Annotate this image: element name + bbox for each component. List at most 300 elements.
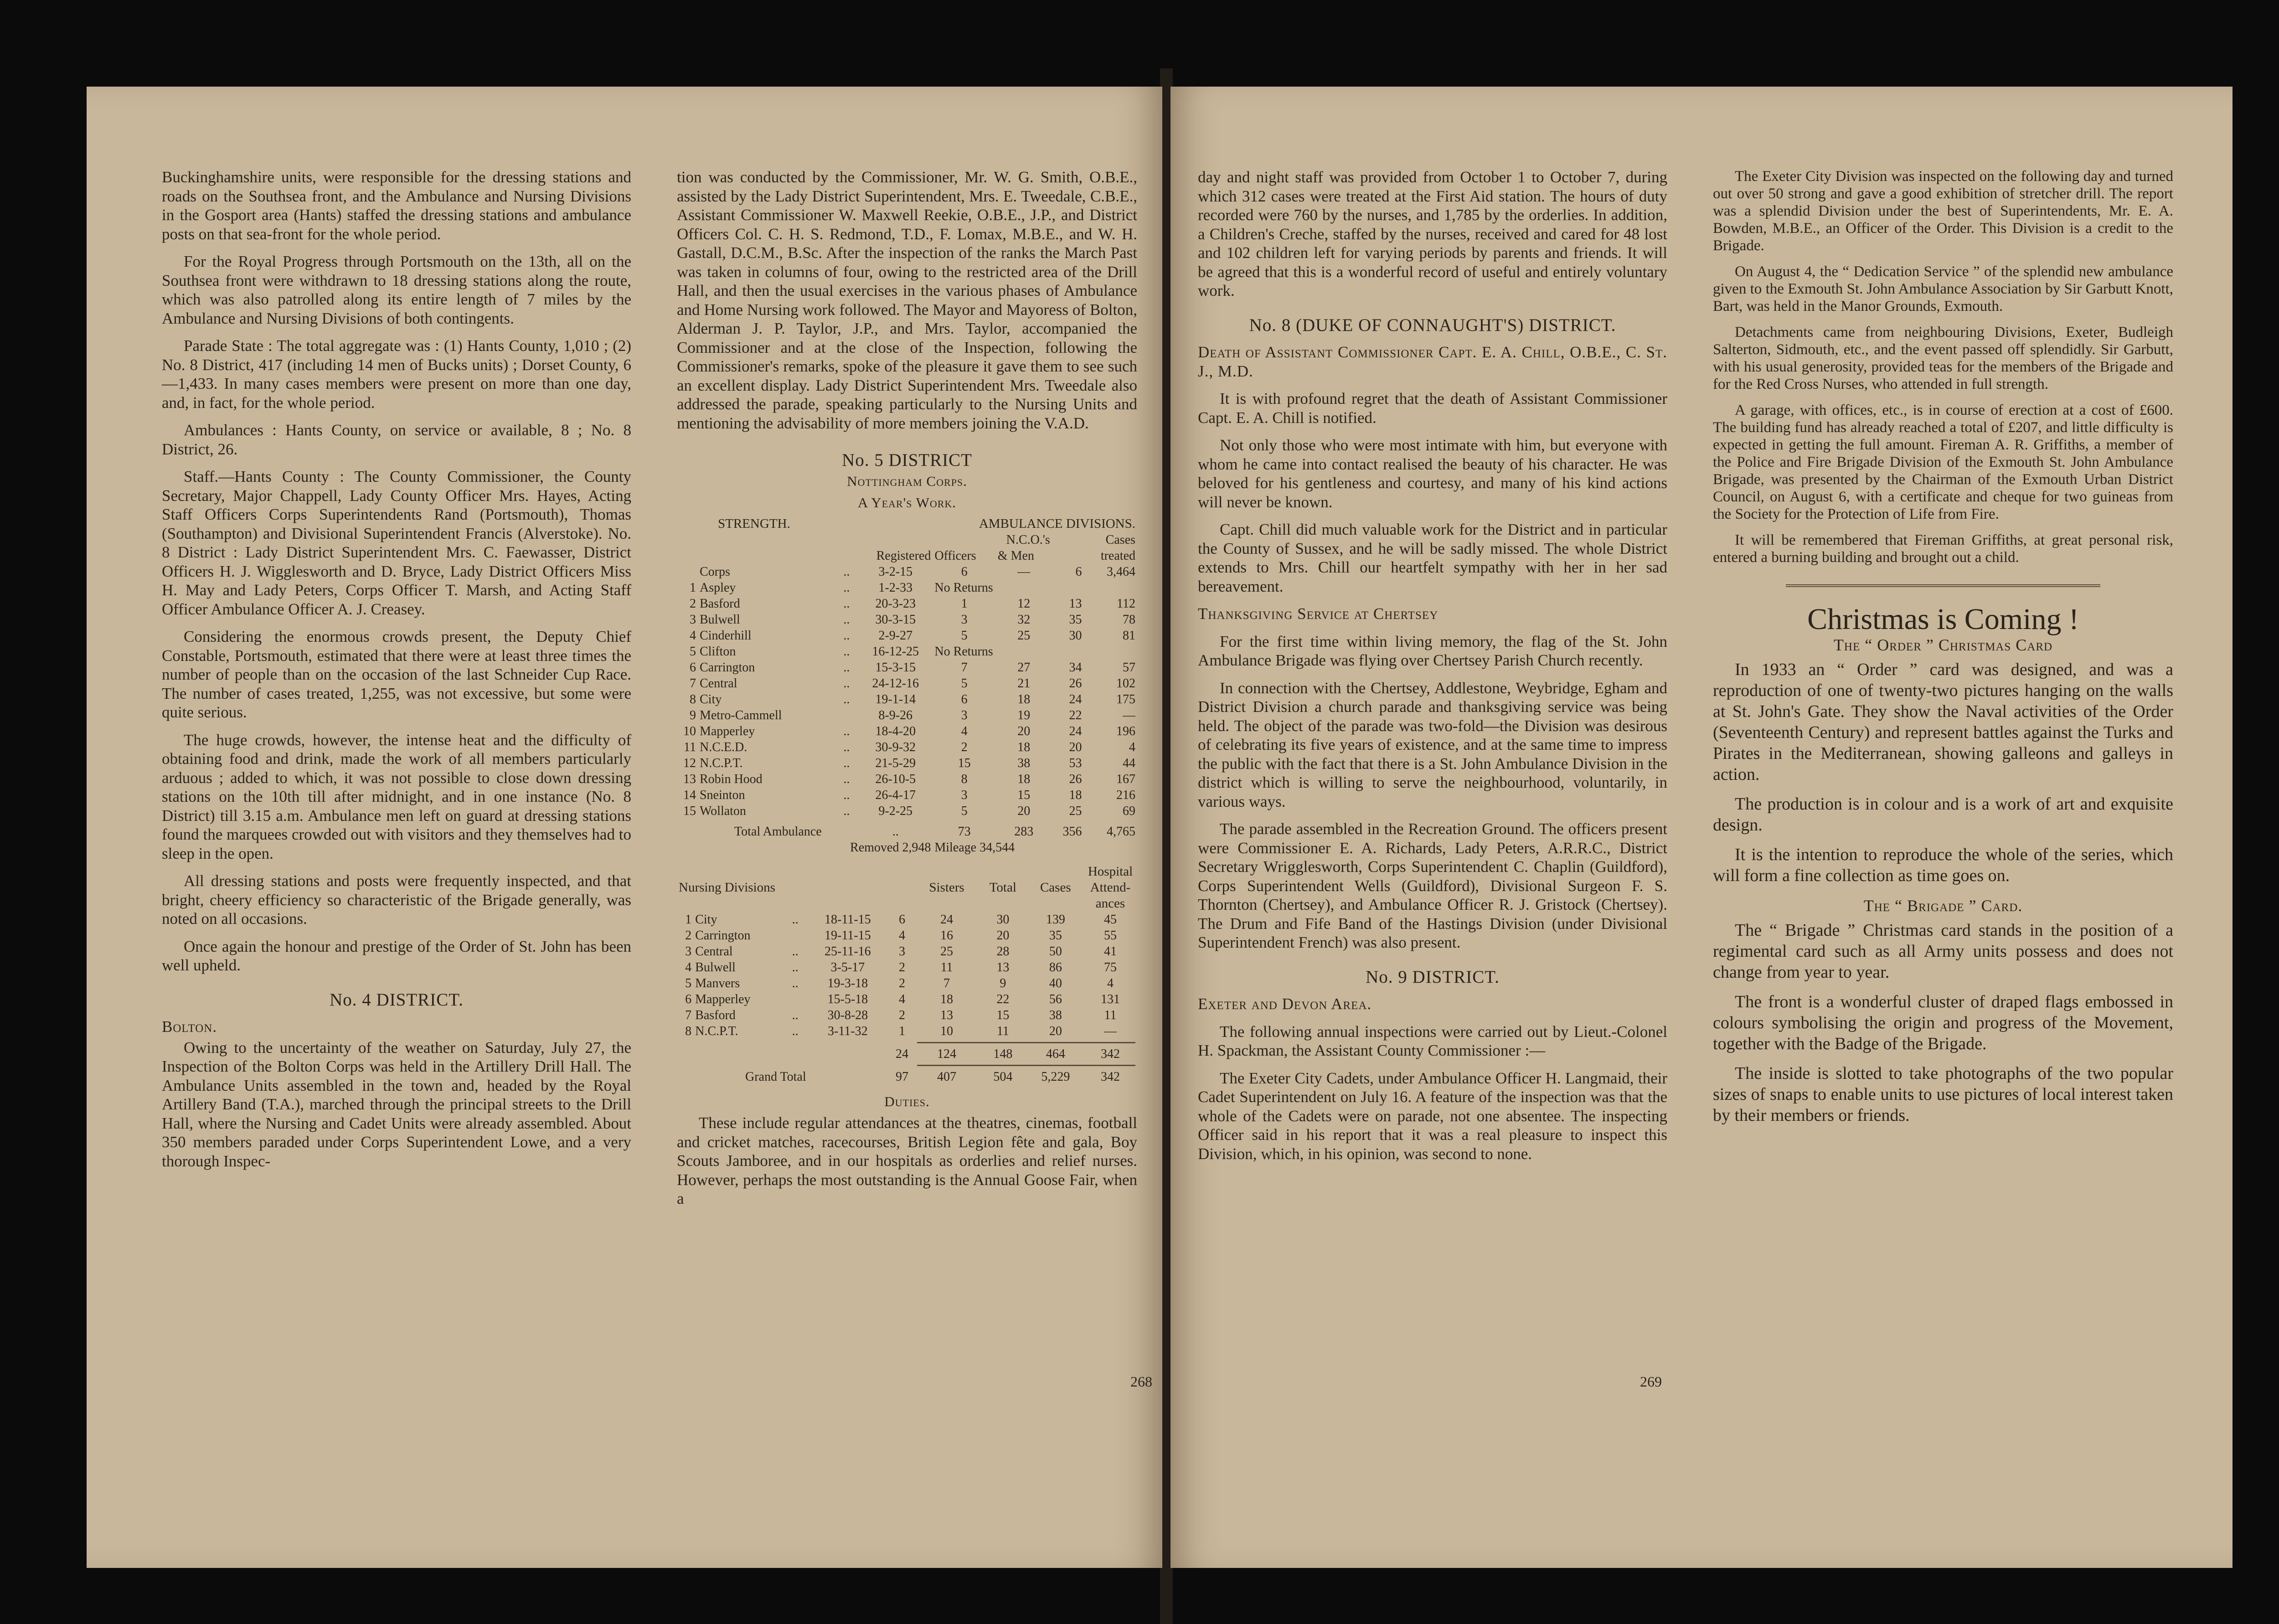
cell: 26-4-17 xyxy=(875,788,916,802)
cell: 78 xyxy=(1123,612,1135,627)
table-row xyxy=(677,691,1137,707)
cell: 35 xyxy=(1049,928,1062,943)
cell: 4 xyxy=(898,992,905,1006)
divisions-header: AMBULANCE DIVISIONS. xyxy=(979,516,1135,531)
table-row xyxy=(677,612,1137,628)
cell: 26-10-5 xyxy=(875,772,916,786)
cell: 3 xyxy=(961,612,968,627)
cell: 5 xyxy=(961,676,968,691)
right-column-1 xyxy=(1198,168,1667,1172)
cell: 3 xyxy=(961,708,968,722)
cell: 20 xyxy=(1069,740,1082,754)
paragraph: The Exeter City Division was inspected on the following day and turned out over 50 strong and gave a good exhibition of stretcher drill. The report was a splendid Division under the best of Superintendents, Mr. E. A. Bowden, M.B.E., an Officer of the Order. This Division is a credit to the Brigade. xyxy=(1713,168,2173,254)
cell: .. xyxy=(843,580,850,595)
officers-header: Officers xyxy=(934,548,976,563)
registered-header: Registered xyxy=(876,548,931,563)
cell: N.C.P.T. xyxy=(699,756,743,770)
cell: 2 xyxy=(689,596,696,611)
hospital-header: Hospital Attend-ances xyxy=(1088,864,1133,911)
cell: 7 xyxy=(689,676,696,691)
subtotal-row xyxy=(677,1046,1137,1062)
district-8-heading: No. 8 (DUKE OF CONNAUGHT'S) DISTRICT. xyxy=(1249,315,1616,335)
year-work-heading: A Year's Work. xyxy=(857,495,957,510)
cell: Basford xyxy=(699,596,740,611)
table-row xyxy=(677,660,1137,675)
table-row xyxy=(677,991,1137,1007)
cell: .. xyxy=(792,912,799,927)
cell: 24-12-16 xyxy=(872,676,919,691)
cell: — xyxy=(1017,564,1031,579)
cell: 56 xyxy=(1049,992,1062,1006)
cell: 19-11-15 xyxy=(825,928,871,943)
cell: 20-3-23 xyxy=(875,596,916,611)
cell: 26 xyxy=(1069,676,1082,691)
cell: 18 xyxy=(940,992,954,1006)
cell: 216 xyxy=(1116,788,1135,802)
cell: 5,229 xyxy=(1041,1069,1070,1084)
cell: .. xyxy=(892,824,899,839)
cell: 3-2-15 xyxy=(878,564,913,579)
paragraph: It is with profound regret that the death of Assistant Commissioner Capt. E. A. Chill is notified. xyxy=(1198,390,1667,427)
table-row xyxy=(677,564,1137,580)
cell: 32 xyxy=(1017,612,1031,627)
cell: Clifton xyxy=(699,644,736,659)
cell: N.C.P.T. xyxy=(695,1024,738,1038)
cell: 3 xyxy=(898,944,905,959)
cell: 22 xyxy=(1069,708,1082,722)
cell: 40 xyxy=(1049,976,1062,990)
men-header: & Men xyxy=(997,548,1034,563)
cell: 45 xyxy=(1104,912,1117,927)
thanksgiving-heading: Thanksgiving Service at Chertsey xyxy=(1198,605,1439,623)
table-row xyxy=(677,755,1137,771)
cell: .. xyxy=(843,644,850,659)
total-row xyxy=(677,824,1137,840)
mileage-text: Mileage 34,544 xyxy=(934,840,1015,855)
cell: Central xyxy=(699,676,737,691)
cell: 20 xyxy=(996,928,1010,943)
paragraph: A garage, with offices, etc., is in course of erection at a cost of £600. The building fund has already reached a total of £207, and little difficulty is expected in getting the full amount. Fireman A. R. Griffiths, a member of the Police and Fire Brigade Division of the Exmouth St. John Ambulance Brigade, was presented by the Chairman of the Exmouth Urban District Council, on August 6, with a certificate and cheque for two guineas from the Society for the Protection of Life from Fire. xyxy=(1713,402,2173,522)
cell: 16 xyxy=(940,928,954,943)
cell: — xyxy=(1104,1024,1117,1038)
cell: 9 xyxy=(689,708,696,722)
cell: 10 xyxy=(940,1024,954,1038)
cell: 167 xyxy=(1116,772,1135,786)
cell: 25 xyxy=(940,944,954,959)
cell: 6 xyxy=(685,992,692,1006)
table-row xyxy=(677,912,1137,928)
cell: 15-5-18 xyxy=(827,992,868,1006)
cell: 18-4-20 xyxy=(875,724,916,738)
cell xyxy=(841,707,858,723)
cell: 30 xyxy=(996,912,1010,927)
cell: 8 xyxy=(961,772,968,786)
cell: 6 xyxy=(689,660,696,675)
cell xyxy=(790,991,807,1007)
paragraph: For the Royal Progress through Portsmouth on the 13th, all on the Southsea front were withdrawn to 18 dressing stations along the route, which was also patrolled along its entire length of 7 miles by the Ambulance and Nursing Divisions of both contingents. xyxy=(162,253,631,327)
cell: 102 xyxy=(1116,676,1135,691)
cell: 73 xyxy=(958,824,971,839)
cell: 16-12-25 xyxy=(872,644,919,659)
cell: Bulwell xyxy=(699,612,740,627)
cell: .. xyxy=(792,1008,799,1022)
cell: 1 xyxy=(961,596,968,611)
table-row xyxy=(677,596,1137,612)
cell: Basford xyxy=(695,1008,736,1022)
cell: .. xyxy=(792,960,799,974)
cell: 7 xyxy=(944,976,950,990)
bolton-heading: Bolton. xyxy=(162,1018,217,1036)
cell: 4 xyxy=(898,928,905,943)
cell: .. xyxy=(843,676,850,691)
page-number: 268 xyxy=(1130,1373,1152,1390)
nursing-divisions-header: Nursing Divisions xyxy=(679,880,775,895)
cell: 5 xyxy=(689,644,696,659)
cell: 3-5-17 xyxy=(830,960,865,974)
cell: 139 xyxy=(1046,912,1065,927)
cell: 283 xyxy=(1014,824,1034,839)
cell: 50 xyxy=(1049,944,1062,959)
nco-header: N.C.O.'s xyxy=(1006,532,1050,547)
paragraph: day and night staff was provided from October 1 to October 7, during which 312 cases were treated at the First Aid station. The hours of duty recorded were 760 by the nurses, and 1,785 by the orderlies. In addition, a Children's Creche, staffed by the nurses, received and cared for 48 lost and 102 children left for varying periods by parents and friends. It will be agreed that this is a wonderful record of useful and entirely voluntary work. xyxy=(1198,168,1667,299)
cell: 15 xyxy=(996,1008,1010,1022)
cell: 97 xyxy=(895,1069,908,1084)
cell: 24 xyxy=(1069,692,1082,706)
cell: Mapperley xyxy=(695,992,751,1006)
total-label: Total Ambulance xyxy=(734,824,822,839)
cell: — xyxy=(1123,708,1135,722)
cell: 30 xyxy=(1069,628,1082,643)
district-5-heading: No. 5 DISTRICT xyxy=(842,450,972,470)
cell: Sneinton xyxy=(699,788,745,802)
table-row xyxy=(677,739,1137,755)
cell: Wollaton xyxy=(699,804,746,818)
cell: Cinderhill xyxy=(699,628,752,643)
paragraph: The “ Brigade ” Christmas card stands in the position of a regimental card such as all Army units possess and does not change from year to year. xyxy=(1713,921,2173,982)
cell: Carrington xyxy=(699,660,755,675)
cell: 30-9-32 xyxy=(875,740,916,754)
cell: 25-11-16 xyxy=(825,944,871,959)
cell: 24 xyxy=(895,1047,908,1061)
brigade-card-heading: The “ Brigade ” Card. xyxy=(1863,897,2023,915)
district-4-heading: No. 4 DISTRICT. xyxy=(330,990,464,1010)
cell: 5 xyxy=(961,628,968,643)
paragraph: The production is in colour and is a work of art and exquisite design. xyxy=(1713,794,2173,835)
cell: 27 xyxy=(1017,660,1031,675)
cell: 38 xyxy=(1049,1008,1062,1022)
cell: 26 xyxy=(1069,772,1082,786)
cell: 6 xyxy=(961,564,968,579)
paragraph: It is the intention to reproduce the whole of the series, which will form a fine collection as time goes on. xyxy=(1713,845,2173,885)
cell: 30-8-28 xyxy=(827,1008,868,1022)
paragraph: Considering the enormous crowds present, the Deputy Chief Constable, Portsmouth, estimated that there were at least three times the number of people than on the occasion of the last Schneider Cup Race. The number of cases treated, 1,255, was not excessive, but some were quite serious. xyxy=(162,628,631,721)
cell: 3-11-32 xyxy=(828,1024,868,1038)
cases-header: Cases xyxy=(1105,532,1135,547)
cell: 1-2-33 xyxy=(878,580,913,595)
cell: 12 xyxy=(1017,596,1031,611)
cell xyxy=(790,928,807,943)
cell: 1 xyxy=(685,912,692,927)
district-9-heading: No. 9 DISTRICT. xyxy=(1366,967,1500,987)
cell: 11 xyxy=(940,960,953,974)
cell: 14 xyxy=(683,788,696,802)
cell: 4 xyxy=(1129,740,1135,754)
left-column-1 xyxy=(162,168,631,1179)
cell: 196 xyxy=(1116,724,1135,738)
cell: 22 xyxy=(996,992,1010,1006)
cell: 4,765 xyxy=(1107,824,1135,839)
left-page xyxy=(87,87,1162,1568)
cell: 35 xyxy=(1069,612,1082,627)
right-column-2 xyxy=(1713,168,2173,1134)
cell: Manvers xyxy=(695,976,740,990)
cell: .. xyxy=(843,756,850,770)
cell: 2 xyxy=(961,740,968,754)
cell: 41 xyxy=(1104,944,1117,959)
cell: 112 xyxy=(1117,596,1135,611)
grand-total-row xyxy=(677,1069,1137,1085)
paragraph: Capt. Chill did much valuable work for the District and in particular the County of Sussex, and he will be sadly missed. The whole District extends to Mrs. Chill our heartfelt sympathy with her in her sad bereavement. xyxy=(1198,521,1667,595)
cell: 15 xyxy=(683,804,696,818)
paragraph: For the first time within living memory, the flag of the St. John Ambulance Brigade was flying over Chertsey Parish Church recently. xyxy=(1198,632,1667,669)
cell: 2 xyxy=(898,1008,905,1022)
cell: 356 xyxy=(1062,824,1082,839)
cell: 9 xyxy=(1000,976,1006,990)
table-row xyxy=(677,644,1137,660)
cell: 10 xyxy=(683,724,696,738)
cell: .. xyxy=(843,596,850,611)
cell: 5 xyxy=(961,804,968,818)
cell: 18 xyxy=(1069,788,1082,802)
cell: 7 xyxy=(961,660,968,675)
table-row xyxy=(677,771,1137,787)
cell: 15 xyxy=(958,756,971,770)
duties-heading: Duties. xyxy=(884,1093,930,1109)
cell: 18 xyxy=(1017,740,1031,754)
paragraph: Once again the honour and prestige of the Order of St. John has been well upheld. xyxy=(162,937,631,974)
total-header: Total xyxy=(989,880,1016,895)
paragraph: In connection with the Chertsey, Addlestone, Weybridge, Egham and District Division a church parade and thanksgiving service was being held. The object of the parade was two-fold—the Division was desirous of celebrating its five years of existence, and at the same time to impress the public with the fact that there is a St. John Ambulance Division in the district which is willing to serve the neighbourhood, voluntarily, in various ways. xyxy=(1198,679,1667,810)
cell: 24 xyxy=(940,912,954,927)
cell: 18-11-15 xyxy=(825,912,871,927)
cell: City xyxy=(695,912,717,927)
cell: 13 xyxy=(940,1008,954,1022)
cell: 2 xyxy=(898,960,905,974)
cell: 19 xyxy=(1017,708,1031,722)
cell: 19-3-18 xyxy=(827,976,868,990)
cell: 3 xyxy=(961,788,968,802)
christmas-title: Christmas is Coming ! xyxy=(1807,603,2079,636)
cell: .. xyxy=(843,692,850,706)
paragraph: Ambulances : Hants County, on service or available, 8 ; No. 8 District, 26. xyxy=(162,421,631,458)
sisters-header: Sisters xyxy=(929,880,964,895)
cell: .. xyxy=(843,612,850,627)
cell: 8 xyxy=(685,1024,692,1038)
cell: 3,464 xyxy=(1107,564,1135,579)
table-row xyxy=(677,803,1137,819)
cell: 4 xyxy=(685,960,692,974)
cell: Robin Hood xyxy=(699,772,763,786)
cell: 8 xyxy=(689,692,696,706)
cell: 20 xyxy=(1049,1024,1062,1038)
cell: Bulwell xyxy=(695,960,736,974)
strength-header: STRENGTH. xyxy=(718,516,790,531)
cell: .. xyxy=(843,564,850,579)
paragraph: The inside is slotted to take photographs of the two popular sizes of snaps to enable units to use pictures of local interest taken by their members or friends. xyxy=(1713,1064,2173,1125)
cell: 21-5-29 xyxy=(875,756,916,770)
cell: 12 xyxy=(683,756,696,770)
paragraph: tion was conducted by the Commissioner, Mr. W. G. Smith, O.B.E., assisted by the Lady District Superintendent, Mrs. E. Tweedale, C.B.E., Assistant Commissioner W. Maxwell Reekie, O.B.E., J.P., and District Officers Col. C. H. S. Redmond, T.D., F. Lomax, M.B.E., and W. H. Gastall, D.C.M., B.Sc. After the inspection of the ranks the March Past was taken in columns of four, owing to the restricted area of the Drill Hall, and then the usual exercises in the various phases of Ambulance and Home Nursing work followed. The Mayor and Mayoress of Bolton, Alderman J. P. Taylor, J.P., and Mrs. Taylor, accompanied the Commissioner and at the close of the Inspection, following the Commissioner's remarks, spoke of the pleasure it gave them to see such an excellent display. Lady District Superintendent Mrs. Tweedale also addressed the parade, speaking particularly to the Nursing Units and mentioning the advisability of more members joining the V.A.D. xyxy=(677,168,1137,432)
paragraph: On August 4, the “ Dedication Service ” of the splendid new ambulance given to the Exmouth St. John Ambulance Association by Sir Garbutt Knott, Bart, was held in the Manor Grounds, Exmouth. xyxy=(1713,263,2173,314)
cell: 7 xyxy=(685,1008,692,1022)
cell: 6 xyxy=(1075,564,1082,579)
cell: 342 xyxy=(1101,1069,1120,1084)
cell: 464 xyxy=(1046,1047,1065,1061)
cell: 11 xyxy=(996,1024,1009,1038)
cell: 131 xyxy=(1101,992,1120,1006)
cell: 4 xyxy=(1107,976,1114,990)
cell: N.C.E.D. xyxy=(699,740,748,754)
double-rule-divider xyxy=(1786,584,2100,587)
table-row xyxy=(677,580,1137,596)
cell: 30-3-15 xyxy=(875,612,916,627)
cell: 4 xyxy=(961,724,968,738)
paragraph: Not only those who were most intimate with him, but everyone with whom he came into contact realised the beauty of his character. He was beloved for his gentleness and courtesy, and many of his kind actions will never be known. xyxy=(1198,436,1667,511)
cell: 13 xyxy=(996,960,1010,974)
cell: 11 xyxy=(1104,1008,1117,1022)
cell: 9-2-25 xyxy=(878,804,913,818)
cell: Aspley xyxy=(699,580,736,595)
cell: 38 xyxy=(1017,756,1031,770)
cell: 342 xyxy=(1101,1047,1120,1061)
table-row xyxy=(677,1007,1137,1023)
cell: .. xyxy=(792,1024,799,1038)
cases-header: Cases xyxy=(1040,880,1071,895)
table-row xyxy=(677,723,1137,739)
cell: 8-9-26 xyxy=(878,708,913,722)
removed-text: Removed 2,948 xyxy=(850,840,931,855)
paragraph: All dressing stations and posts were frequently inspected, and that bright, cheery efficiency so characteristic of the Brigade generally, was noted on all occasions. xyxy=(162,872,631,928)
cell: 44 xyxy=(1123,756,1135,770)
cell: 11 xyxy=(684,740,696,754)
cell: .. xyxy=(843,740,850,754)
cell: 75 xyxy=(1104,960,1117,974)
cell: 19-1-14 xyxy=(875,692,916,706)
paragraph: The front is a wonderful cluster of draped flags embossed in colours symbolising the origin and progress of the Movement, together with the Badge of the Brigade. xyxy=(1713,992,2173,1053)
cell: 20 xyxy=(1017,804,1031,818)
cell: No Returns xyxy=(934,644,993,659)
cell: Metro-Cammell xyxy=(699,708,782,722)
cell: 86 xyxy=(1049,960,1062,974)
cell: 25 xyxy=(1017,628,1031,643)
cell: .. xyxy=(792,976,799,990)
cell: .. xyxy=(843,660,850,675)
cell: 15-3-15 xyxy=(875,660,916,675)
cell: 24 xyxy=(1069,724,1082,738)
cell: .. xyxy=(843,804,850,818)
cell: 4 xyxy=(689,628,696,643)
cell: 28 xyxy=(996,944,1010,959)
cell: 25 xyxy=(1069,804,1082,818)
cell: 3 xyxy=(689,612,696,627)
cell: .. xyxy=(792,944,799,959)
table-row xyxy=(677,1023,1137,1039)
table-row xyxy=(677,675,1137,691)
cell: 1 xyxy=(898,1024,905,1038)
cell: 6 xyxy=(961,692,968,706)
paragraph: These include regular attendances at the theatres, cinemas, football and cricket matches, racecourses, British Legion fête and gala, Boy Scouts Jamboree, and in our hospitals as orderlies and relief nurses. However, perhaps the most outstanding is the Annual Goose Fair, when a xyxy=(677,1114,1137,1207)
cell: 21 xyxy=(1017,676,1031,691)
cell: 504 xyxy=(993,1069,1013,1084)
paragraph: The Exeter City Cadets, under Ambulance Officer H. Langmaid, their Cadet Superintendent on July 16. A feature of the inspection was that the whole of the Cadets were on parade, not one absentee. The inspecting Officer said in his report that it was a real pleasure to inspect this Division, which, in his opinion, was second to none. xyxy=(1198,1069,1667,1163)
table-row xyxy=(677,943,1137,959)
paragraph: Buckinghamshire units, were responsible for the dressing stations and roads on the Southsea front, and the Ambulance and Nursing Divisions in the Gosport area (Hants) staffed the dressing stations and ambulance posts on that sea-front for the whole period. xyxy=(162,168,631,243)
exeter-heading: Exeter and Devon Area. xyxy=(1198,995,1372,1013)
paragraph: In 1933 an “ Order ” card was designed, and was a reproduction of one of twenty-two pictures hanging on the walls at St. John's Gate. They show the Naval activities of the Order (Seventeenth Century) and represent battles against the Turks and Pirates in the Mediterranean, showing galleons and galleys in action. xyxy=(1713,660,2173,784)
cell: 175 xyxy=(1116,692,1135,706)
paragraph: The huge crowds, however, the intense heat and the difficulty of obtaining food and drink, made the work of all members particularly arduous ; added to which, it was not possible to close down dressing stations on the 10th till after midnight, and in one instance (No. 8 District) till 3.15 a.m. Ambulance men left on guard at dressing stations found the marquees crowded out with visitors and they themselves had to sleep in the open. xyxy=(162,731,631,862)
table-row xyxy=(677,707,1137,723)
cell: 13 xyxy=(683,772,696,786)
cell: .. xyxy=(843,772,850,786)
table-row xyxy=(677,787,1137,803)
cell: 18 xyxy=(1017,692,1031,706)
cell: 53 xyxy=(1069,756,1082,770)
paragraph: The parade assembled in the Recreation Ground. The officers present were Commissioner E. A. Richards, Lady Peters, A.R.R.C., District Secretary Wrigglesworth, Corps Superintendent C. Chaplin (Guildford), Corps Superintendent Wells (Guildford), Divisional Surgeon F. S. Thornton (Chertsey), and Ambulance Officer R. J. Gristock (Chertsey). The Drum and Fife Band of the Hastings Division (under Divisional Superintendent French) was also present. xyxy=(1198,820,1667,951)
page-number: 269 xyxy=(1640,1373,1662,1390)
cell: Central xyxy=(695,944,733,959)
cell: 6 xyxy=(898,912,905,927)
treated-header: treated xyxy=(1100,548,1135,563)
cell: 5 xyxy=(685,976,692,990)
ambulance-table xyxy=(677,516,1137,856)
death-heading: Death of Assistant Commissioner Capt. E. A. Chill, O.B.E., C. St. J., M.D. xyxy=(1198,343,1667,380)
cell: 148 xyxy=(993,1047,1013,1061)
cell: 1 xyxy=(689,580,696,595)
cell: 3 xyxy=(685,944,692,959)
cell: 69 xyxy=(1123,804,1135,818)
paragraph: Detachments came from neighbouring Divisions, Exeter, Budleigh Salterton, Sidmouth, etc., and the event passed off splendidly. Sir Garbutt, with his usual generosity, provided teas for the members of the Brigade and for the Red Cross Nurses, who attended in full strength. xyxy=(1713,324,2173,392)
grand-total-label: Grand Total xyxy=(745,1069,806,1084)
cell: 55 xyxy=(1104,928,1117,943)
paragraph: The following annual inspections were carried out by Lieut.-Colonel H. Spackman, the Assistant County Commissioner :— xyxy=(1198,1022,1667,1059)
table-row xyxy=(677,959,1137,975)
cell: 81 xyxy=(1123,628,1135,643)
cell: 18 xyxy=(1017,772,1031,786)
nursing-table xyxy=(677,864,1137,1085)
paragraph: Owing to the uncertainty of the weather on Saturday, July 27, the Inspection of the Bolton Corps was held in the Artillery Drill Hall. The Ambulance Units assembled in the town and, headed by the Royal Artillery Band (T.A.), marched through the principal streets to the Drill Hall, where the Nursing and Cadet Units were already assembled. About 350 members paraded under Corps Superintendent Lowe, and a very thorough Inspec- xyxy=(162,1038,631,1170)
cell: 2-9-27 xyxy=(878,628,913,643)
cell: City xyxy=(699,692,722,706)
cell: .. xyxy=(843,628,850,643)
right-page xyxy=(1170,87,2233,1568)
order-card-heading: The “ Order ” Christmas Card xyxy=(1833,636,2053,654)
table-row xyxy=(677,628,1137,644)
cell: 2 xyxy=(898,976,905,990)
left-column-2 xyxy=(677,168,1137,1217)
cell: 124 xyxy=(937,1047,957,1061)
cell: .. xyxy=(843,724,850,738)
paragraph: It will be remembered that Fireman Griffiths, at great personal risk, entered a burning building and brought out a child. xyxy=(1713,532,2173,566)
cell: No Returns xyxy=(934,580,993,595)
cell: Carrington xyxy=(695,928,751,943)
cell: Corps xyxy=(699,564,730,579)
cell: 34 xyxy=(1069,660,1082,675)
cell: 2 xyxy=(685,928,692,943)
cell: 13 xyxy=(1069,596,1082,611)
paragraph: Parade State : The total aggregate was : (1) Hants County, 1,010 ; (2) No. 8 District, 417 (including 14 men of Bucks units) ; Dorset County, 6—1,433. In many cases members were present on more than one day, and, in fact, for the whole period. xyxy=(162,337,631,412)
table-row xyxy=(677,928,1137,943)
